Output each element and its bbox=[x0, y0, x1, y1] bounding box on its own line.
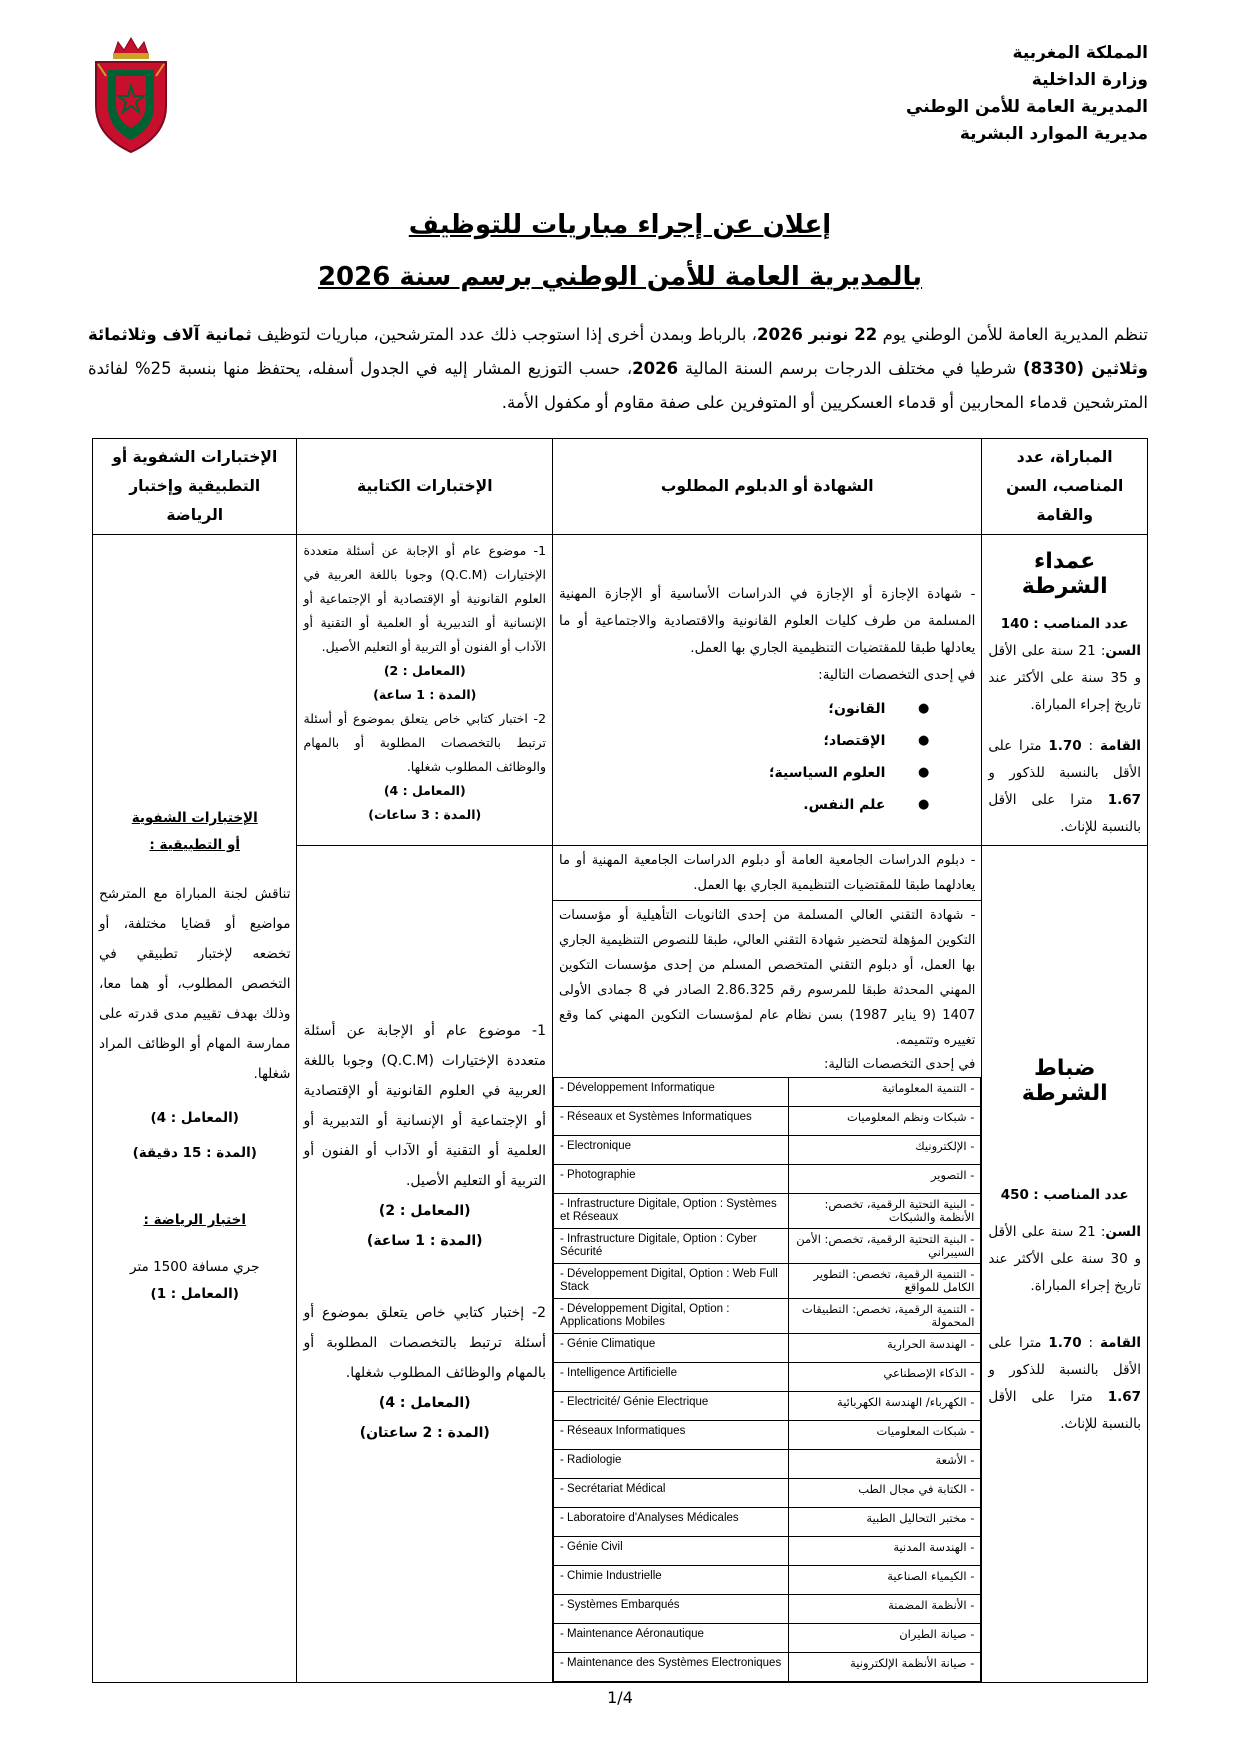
spec-row bbox=[554, 1392, 981, 1421]
row1-specs-list bbox=[559, 693, 975, 821]
row2-age bbox=[988, 1219, 1141, 1300]
row2-written-1-coef: (المعامل : 2) bbox=[378, 1203, 471, 1219]
spec-french: - Réseaux Informatiques bbox=[554, 1421, 789, 1450]
table-header-row bbox=[93, 439, 1148, 535]
header-ministry: وزارة الداخلية bbox=[1031, 70, 1148, 90]
sport-test-title: اختبار الرياضة : bbox=[143, 1212, 246, 1228]
spec-arabic: - صيانة الأنظمة الإلكترونية bbox=[789, 1653, 981, 1682]
spec-arabic: - التنمية الرقمية، تخصص: التطوير الكامل للمواقع bbox=[789, 1264, 981, 1299]
height-label: القامة bbox=[1099, 1335, 1141, 1351]
oral-tests-duration: (المدة : 15 دقيقة) bbox=[132, 1145, 257, 1161]
spec-arabic: - الأشعة bbox=[789, 1450, 981, 1479]
spec-french: - Radiologie bbox=[554, 1450, 789, 1479]
posts-label: عدد المناصب : bbox=[1033, 616, 1129, 632]
spec-arabic: - البنية التحتية الرقمية، تخصص: الأنظمة والشبكات bbox=[789, 1194, 981, 1229]
spec-row bbox=[554, 1334, 981, 1363]
row2-written-cell bbox=[297, 846, 553, 1683]
intro-text-1: تنظم المديرية العامة للأمن الوطني يوم bbox=[882, 325, 1149, 344]
announcement-subtitle: بالمديرية العامة للأمن الوطني برسم سنة 2026 bbox=[317, 262, 923, 292]
spec-french: - Photographie bbox=[554, 1165, 789, 1194]
spec-arabic: - البنية التحتية الرقمية، تخصص: الأمن السيبراني bbox=[789, 1229, 981, 1264]
header-directorate: المديرية العامة للأمن الوطني bbox=[906, 97, 1148, 117]
oral-tests-coef: (المعامل : 4) bbox=[150, 1110, 239, 1126]
row1-written-2-coef: (المعامل : 4) bbox=[383, 783, 466, 798]
spec-french: - Génie Civil bbox=[554, 1537, 789, 1566]
spec-row bbox=[554, 1363, 981, 1392]
list-item: ● العلوم السياسية؛ bbox=[559, 757, 975, 789]
positions-table bbox=[92, 438, 1148, 1683]
row1-competition-cell bbox=[982, 535, 1148, 846]
row1-written-1-coef: (المعامل : 2) bbox=[383, 663, 466, 678]
age-text: : 21 سنة على الأقل و 35 سنة على الأكثر عند تاريخ إجراء المباراة. bbox=[988, 643, 1141, 713]
spec-french: - Infrastructure Digitale, Option : Systèmes et Réseaux bbox=[554, 1194, 789, 1229]
list-item: ● القانون؛ bbox=[559, 693, 975, 725]
row1-age bbox=[988, 638, 1141, 719]
height-text-male: مترا على الأقل بالنسبة للذكور و bbox=[988, 738, 1141, 781]
rank-commissioners: عمداء الشرطة bbox=[1021, 549, 1108, 599]
intro-text-2: ، بالرباط وبمدن أخرى إذا استوجب ذلك عدد المترشحين، مباريات لتوظيف bbox=[257, 325, 757, 344]
spec-row bbox=[554, 1595, 981, 1624]
height-value-male: 1.70 bbox=[1048, 738, 1082, 754]
header-competition: المباراة، عدد المناصب، السن والقامة bbox=[982, 439, 1148, 535]
spec-arabic: - الهندسة الحرارية bbox=[789, 1334, 981, 1363]
sport-test-coef: (المعامل : 1) bbox=[150, 1286, 239, 1302]
spec-row bbox=[554, 1479, 981, 1508]
row1-posts bbox=[988, 611, 1141, 638]
spec-french: - Infrastructure Digitale, Option : Cyber Sécurité bbox=[554, 1229, 789, 1264]
spec-arabic: - الذكاء الإصطناعي bbox=[789, 1363, 981, 1392]
spec-french: - Développement Informatique bbox=[554, 1078, 789, 1107]
spec-french: - Electricité/ Génie Electrique bbox=[554, 1392, 789, 1421]
header-diploma: الشهادة أو الدبلوم المطلوب bbox=[553, 439, 982, 535]
spec-french: - Réseaux et Systèmes Informatiques bbox=[554, 1107, 789, 1136]
row2-posts bbox=[988, 1182, 1141, 1209]
spec-french: - Intelligence Artificielle bbox=[554, 1363, 789, 1392]
spec-arabic: - الهندسة المدنية bbox=[789, 1537, 981, 1566]
spec-arabic: - التنمية المعلوماتية bbox=[789, 1078, 981, 1107]
age-text: : 21 سنة على الأقل و 30 سنة على الأكثر عند تاريخ إجراء المباراة. bbox=[988, 1224, 1141, 1294]
row2-specs-table bbox=[553, 1077, 981, 1682]
spec-arabic: - التنمية الرقمية، تخصص: التطبيقات المحمولة bbox=[789, 1299, 981, 1334]
oral-tests-subtitle: أو التطبيقية : bbox=[149, 837, 241, 853]
intro-count: ثمانية آلاف وثلاثمائة وثلاثين (8330) bbox=[88, 325, 1149, 378]
spec-row bbox=[554, 1624, 981, 1653]
spec-arabic: - شبكات المعلوميات bbox=[789, 1421, 981, 1450]
spec-arabic: - الكتابة في مجال الطب bbox=[789, 1479, 981, 1508]
spec-arabic: - الإلكترونيك bbox=[789, 1136, 981, 1165]
spec-french: - Développement Digital, Option : Applications Mobiles bbox=[554, 1299, 789, 1334]
announcement-title: إعلان عن إجراء مباريات للتوظيف bbox=[408, 210, 832, 240]
intro-text-4: ، حسب التوزيع المشار إليه في الجدول أسفله، يحتفظ منها بنسبة 25% لفائدة المترشحين قدماء المحاربين أو قدماء العسكريين أو المتوفرين على صفة مقاوم أو مكفول الأمة. bbox=[88, 359, 1148, 412]
row2-written-2-duration: (المدة : 2 ساعتان) bbox=[359, 1425, 490, 1441]
spec-arabic: - صيانة الطيران bbox=[789, 1624, 981, 1653]
height-value-female: 1.67 bbox=[1107, 792, 1141, 808]
row2-competition-cell bbox=[982, 846, 1148, 1683]
agency-header bbox=[848, 40, 1148, 148]
spec-row bbox=[554, 1299, 981, 1334]
oral-tests-cell bbox=[93, 535, 297, 1683]
rank-officers: ضباط الشرطة bbox=[1021, 1056, 1108, 1106]
spec-row bbox=[554, 1566, 981, 1595]
spec-arabic: - الكهرباء/ الهندسة الكهربائية bbox=[789, 1392, 981, 1421]
spec-french: - Maintenance des Systèmes Electroniques bbox=[554, 1653, 789, 1682]
spec-row bbox=[554, 1136, 981, 1165]
header-oral-tests: الإختبارات الشفوية أو التطبيقية وإختبار الرياضة bbox=[93, 439, 297, 535]
posts-label: عدد المناصب : bbox=[1033, 1187, 1129, 1203]
header-written-tests: الإختبارات الكتابية bbox=[297, 439, 553, 535]
spec-french: - Laboratoire d'Analyses Médicales bbox=[554, 1508, 789, 1537]
spec-arabic: - مختبر التحاليل الطبية bbox=[789, 1508, 981, 1537]
spec-arabic: - الأنظمة المضمنة bbox=[789, 1595, 981, 1624]
row1-diploma: - شهادة الإجازة أو الإجازة في الدراسات الأساسية أو الإجازة المهنية المسلمة من طرف كليات العلوم القانونية والاقتصادية والاجتماعية أو ما يعادلها طبقا للمقتضيات التنظيمية الجاري بها العمل. bbox=[559, 586, 976, 656]
spec-row bbox=[554, 1537, 981, 1566]
height-text-male: مترا على الأقل بالنسبة للذكور و bbox=[988, 1335, 1141, 1378]
row1-written-cell bbox=[297, 535, 553, 846]
spec-french: - Systèmes Embarqués bbox=[554, 1595, 789, 1624]
row1-specs-intro: في إحدى التخصصات التالية: bbox=[818, 667, 976, 683]
age-label: السن bbox=[1105, 643, 1141, 659]
spec-row bbox=[554, 1508, 981, 1537]
posts-count: 450 bbox=[1000, 1187, 1029, 1203]
row1-diploma-cell bbox=[553, 535, 982, 846]
intro-paragraph bbox=[88, 318, 1148, 420]
row2-written-1-duration: (المدة : 1 ساعة) bbox=[366, 1233, 483, 1249]
row2-height: القامة : 1.70 مترا على الأقل بالنسبة للذكور و 1.67 مترا على الأقل بالنسبة للإناث. bbox=[988, 1335, 1141, 1432]
spec-row bbox=[554, 1165, 981, 1194]
height-value-female: 1.67 bbox=[1107, 1389, 1141, 1405]
posts-count: 140 bbox=[1000, 616, 1029, 632]
row2-diploma-2: - شهادة التقني العالي المسلمة من إحدى الثانويات التأهيلية أو مؤسسات التكوين المؤهلة لتحضير شهادة التقني العالي، طبقا للنصوص التنظيمية الجاري بها العمل، أو دبلوم التقني المتخصص المسلم من إحدى مؤسسات التكوين المهني المحدثة طبقا للمرسوم رقم 2.86.325 الصادر في 8 جمادى الأولى 1407 (9 يناير 1987) بسن نظام عام لمؤسسات التكوين المهني كما وقع تغييره وتتميمه. bbox=[559, 908, 976, 1048]
row1-written-2-duration: (المدة : 3 ساعات) bbox=[368, 807, 482, 822]
spec-french: - Maintenance Aéronautique bbox=[554, 1624, 789, 1653]
row1-height: القامة : 1.70 مترا على الأقل بالنسبة للذكور و 1.67 مترا على الأقل بالنسبة للإناث. bbox=[988, 738, 1141, 835]
spec-french: - Génie Climatique bbox=[554, 1334, 789, 1363]
row2-diploma-1: - دبلوم الدراسات الجامعية العامة أو دبلوم الدراسات الجامعية المهنية أو ما يعادلهما طبقا للمقتضيات التنظيمية الجاري بها العمل. bbox=[553, 846, 981, 901]
spec-french: - Développement Digital, Option : Web Full Stack bbox=[554, 1264, 789, 1299]
row2-written-2-coef: (المعامل : 4) bbox=[378, 1395, 471, 1411]
row1-written-test-1: 1- موضوع عام أو الإجابة عن أسئلة متعددة الإختيارات (Q.C.M) وجوبا باللغة العربية في العلوم القانونية أو الإقتصادية أو الإجتماعية أو الإنسانية أو التدبيرية أو العلمية أو التقنية أو الآداب أو الفنون أو التربية أو التعليم الأصيل. bbox=[303, 543, 547, 654]
row2-diploma-cell bbox=[553, 846, 982, 1683]
header-kingdom: المملكة المغربية bbox=[1012, 43, 1148, 63]
spec-arabic: - الكيمياء الصناعية bbox=[789, 1566, 981, 1595]
spec-row bbox=[554, 1194, 981, 1229]
table-row bbox=[93, 535, 1148, 846]
spec-row bbox=[554, 1078, 981, 1107]
row1-written-1-duration: (المدة : 1 ساعة) bbox=[373, 687, 477, 702]
intro-date: 22 نونبر 2026 bbox=[756, 325, 878, 344]
spec-french: - Chimie Industrielle bbox=[554, 1566, 789, 1595]
row2-specs-intro: في إحدى التخصصات التالية: bbox=[823, 1057, 976, 1072]
row2-written-test-2: 2- إختبار كتابي خاص يتعلق بموضوع أو أسئلة ترتبط بالتخصصات المطلوبة أو بالمهام والوظائف المطلوب شغلها. bbox=[303, 1305, 547, 1381]
row1-written-test-2: 2- اختبار كتابي خاص يتعلق بموضوع أو أسئلة ترتبط بالتخصصات المطلوبة أو بالمهام والوظائف المطلوب شغلها. bbox=[303, 711, 547, 774]
height-text-female: مترا على الأقل بالنسبة للإناث. bbox=[988, 1389, 1141, 1432]
header-department: مديرية الموارد البشرية bbox=[959, 124, 1148, 144]
oral-tests-text: تناقش لجنة المباراة مع المترشح مواضيع أو قضايا مختلفة، أو تخضعه لإختبار تطبيقي في التخصص المطلوب، أو هما معا، وذلك بهدف تقييم مدى قدرته على ممارسة المهام أو الوظائف المراد شغلها. bbox=[99, 886, 291, 1082]
intro-year: 2026 bbox=[632, 359, 679, 378]
spec-french: - Secrétariat Médical bbox=[554, 1479, 789, 1508]
row2-written-test-1: 1- موضوع عام أو الإجابة عن أسئلة متعددة الإختيارات (Q.C.M) وجوبا باللغة العربية في العلوم القانونية أو الإقتصادية أو الإجتماعية أو الإنسانية أو التدبيرية أو العلمية أو التقنية أو الآداب أو الفنون أو التربية أو التعليم الأصيل. bbox=[303, 1023, 547, 1189]
spec-arabic: - شبكات ونظم المعلوميات bbox=[789, 1107, 981, 1136]
spec-french: - Electronique bbox=[554, 1136, 789, 1165]
spec-row bbox=[554, 1229, 981, 1264]
spec-row bbox=[554, 1450, 981, 1479]
sport-test-text: جري مسافة 1500 متر bbox=[130, 1259, 260, 1275]
dgsn-emblem-icon bbox=[86, 36, 176, 156]
height-label: القامة bbox=[1099, 738, 1141, 754]
height-text-female: مترا على الأقل بالنسبة للإناث. bbox=[988, 792, 1141, 835]
spec-row bbox=[554, 1107, 981, 1136]
list-item: ● الإقتصاد؛ bbox=[559, 725, 975, 757]
spec-row bbox=[554, 1421, 981, 1450]
height-value-male: 1.70 bbox=[1048, 1335, 1082, 1351]
intro-text-3: شرطيا في مختلف الدرجات برسم السنة المالية bbox=[684, 359, 1017, 378]
list-item: ● علم النفس. bbox=[559, 789, 975, 821]
spec-arabic: - التصوير bbox=[789, 1165, 981, 1194]
page-number: 1/4 bbox=[607, 1688, 633, 1707]
age-label: السن bbox=[1105, 1224, 1141, 1240]
spec-row bbox=[554, 1264, 981, 1299]
oral-tests-title: الإختبارات الشفوية bbox=[131, 810, 258, 826]
spec-row bbox=[554, 1653, 981, 1682]
